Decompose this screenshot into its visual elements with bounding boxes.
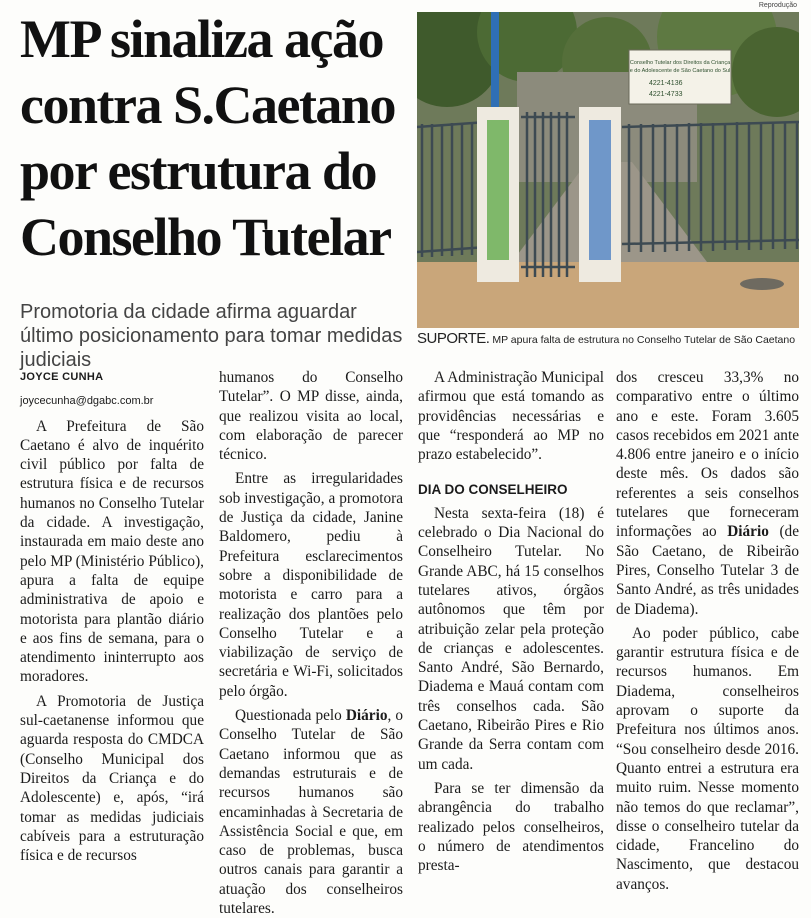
column-2 — [219, 368, 403, 918]
paragraph: Ao poder público, cabe garantir estrutura física e de recursos humanos. Em Diadema, conselheiros aprovam o suporte da Prefeitura nos últimos anos. “Sou conselheiro desde 2016. Quanto entrei a estrutura era muito ruim. Nesse momento não temos do que reclamar”, disse o conselheiro tutelar da cidade, Francelino do Nascimento, que destacou avanços. — [616, 624, 799, 893]
photo-credit: Reprodução — [758, 2, 797, 9]
paragraph: Entre as irregularidades sob investigação, a promotora de Justiça da cidade, Janine Baldomero, pediu à Prefeitura esclarecimentos sobre a disponibilidade de motorista e carro para a realização dos plantões pelo Conselho Tutelar e a viabilização de serviço de secretária e Wi-Fi, solicitados pelo órgão. — [219, 470, 403, 700]
headline: MP sinaliza ação contra S.Caetano por estrutura do Conselho Tutelar — [20, 9, 395, 267]
byline-email: joycecunha@dgabc.com.br — [20, 395, 154, 408]
paragraph: Nesta sexta-feira (18) é celebrado o Dia Nacional do Conselheiro Tutelar. No Grande ABC, há 15 conselhos tutelares ativos, órgãos autônomos que têm por atribuição zelar pela proteção de crianças e adolescentes. Santo André, São Bernardo, Diadema e Mauá contam com três conselhos cada. São Caetano, Ribeirão Pires e Rio Grande da Serra contam com um cada. — [418, 504, 604, 773]
column-3 — [418, 368, 604, 875]
byline-author: JOYCE CUNHA — [20, 371, 104, 383]
newspaper-name: Diário — [727, 523, 769, 541]
paragraph: A Administração Municipal afirmou que está tomando as providências necessárias e que “responderá ao MP no prazo estabelecido”. — [418, 369, 604, 464]
newspaper-name: Diário — [345, 707, 388, 725]
sign-line-2: e do Adolescente de São Caetano do Sul — [629, 68, 731, 74]
article-photo — [417, 12, 799, 328]
paragraph: Para se ter dimensão da abrangência do trabalho realizado pelos conselheiros, o número de atendimentos presta- — [418, 779, 604, 875]
paragraph: A Prefeitura de São Caetano é alvo de inquérito civil público por falta de estrutura física e de recursos humanos no Conselho Tutelar da cidade. A investigação, instaurada em maio deste ano pelo MP (Ministério Público), apura a falta de equipe administrativa de apoio e motorista para plantão diário e aos fins de semana, para o atendimento ininterrupto aos moradores. — [20, 417, 204, 686]
paragraph: dos cresceu 33,3% no comparativo entre o último ano e este. Foram 3.605 casos recebidos em 2021 ante 4.806 entre janeiro e o início deste mês. Os dados são referentes a seis conselhos tutelares que forneceram informações ao Diário (de São Caetano, de Ribeirão Pires, Conselho Tutelar 3 de Santo André, as três unidades de Diadema). — [616, 369, 799, 618]
photo-caption — [417, 330, 811, 347]
paragraph: humanos do Conselho Tutelar”. O MP disse, ainda, que realizou visita ao local, com elaboração de parecer técnico. — [219, 369, 403, 464]
caption-tag: SUPORTE. — [417, 330, 490, 347]
column-1 — [20, 368, 204, 865]
column-4 — [616, 368, 799, 894]
sign-line-1: Conselho Tutelar dos Direitos da Criança — [629, 60, 731, 66]
subheading: DIA DO CONSELHEIRO — [418, 482, 568, 498]
paragraph: Questionada pelo Diário, o Conselho Tutelar de São Caetano informou que as demandas estruturais e de recursos humanos são encaminhadas à Secretaria de Assistência Social e que, em caso de problemas, busca outros canais para garantir a atuação dos conselheiros tutelares. — [219, 707, 403, 918]
paragraph: A Promotoria de Justiça sul-caetanense informou que aguarda resposta do CMDCA (Conselho Municipal dos Direitos da Criança e do Adolescente) e, após, “irá tomar as medidas judiciais cabíveis para a estruturação física e de recursos — [20, 692, 204, 865]
caption-text: MP apura falta de estrutura no Conselho Tutelar de São Caetano — [492, 334, 796, 346]
deck: Promotoria da cidade afirma aguardar último posicionamento para tomar medidas judiciais — [20, 301, 403, 371]
sign-phone-2: 4221-4733 — [649, 91, 683, 98]
sign-phone-1: 4221-4136 — [649, 80, 683, 87]
